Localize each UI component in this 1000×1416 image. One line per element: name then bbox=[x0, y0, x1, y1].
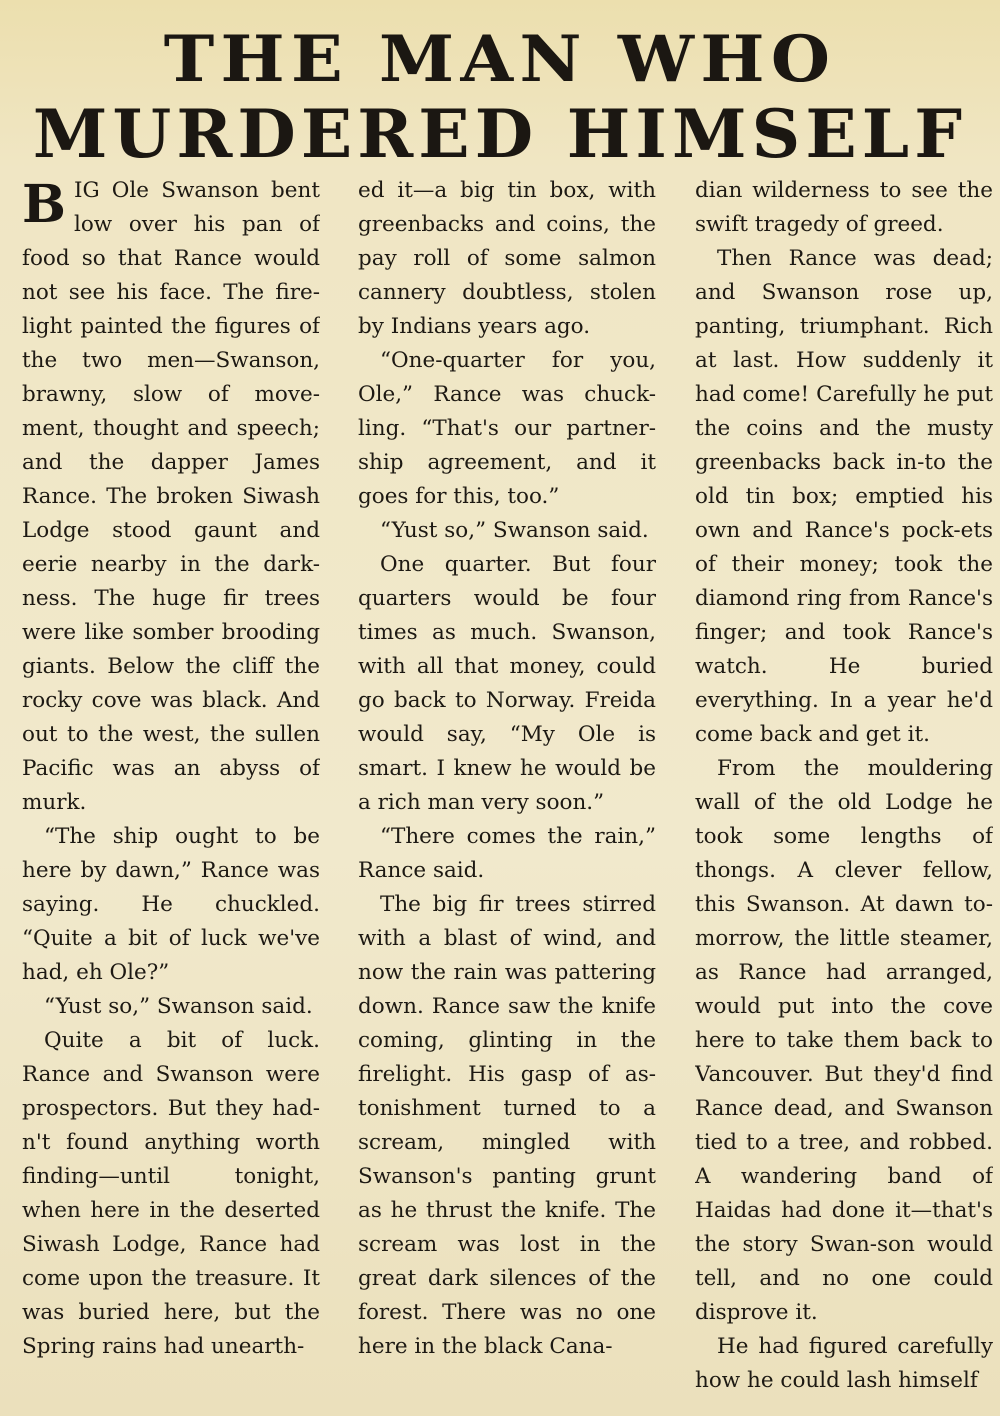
title-line-2: MURDERED HIMSELF bbox=[32, 95, 968, 173]
paragraph: “Yust so,” Swanson said. bbox=[380, 518, 649, 543]
paragraph: “Yust so,” Swanson said. bbox=[44, 994, 313, 1019]
drop-cap: B bbox=[22, 174, 66, 235]
paragraph: dian wilderness to see the swift tragedy of greed. bbox=[695, 178, 993, 237]
paragraph: The big fir trees stirred with a blast of wind, and now the rain was pattering down. Rance saw the knife coming, glinting in the firelight. His gasp of as-tonishment turned to a scream, mingled with Swanson's panting grunt as he thrust the knife. The scream was lost in the great dark silences of the forest. There was no one here in the black Cana- bbox=[358, 892, 656, 1359]
paragraph: “One-quarter for you, Ole,” Rance was chuck-ling. “That's our partner-ship agreement, and it goes for this, too.” bbox=[358, 348, 656, 509]
paragraph: “There comes the rain,” Rance said. bbox=[358, 824, 656, 883]
article-columns bbox=[18, 174, 996, 1406]
title-line-1: THE MAN WHO bbox=[163, 22, 837, 97]
paragraph: “The ship ought to be here by dawn,” Rance was saying. He chuckled. “Quite a bit of luck we've had, eh Ole?” bbox=[22, 824, 320, 985]
paragraph: He had figured carefully how he could lash himself bbox=[695, 1334, 993, 1393]
paragraph: Quite a bit of luck. Rance and Swanson were prospectors. But they had-n't found anything worth finding—until tonight, when here in the deserted Siwash Lodge, Rance had come upon the treasure. It was buried here, but the Spring rains had unearth- bbox=[22, 1028, 320, 1359]
article-title bbox=[0, 22, 1000, 173]
paragraph-text: Ole Swanson bent low over his pan of food so that Rance would not see his face. The fire-light painted the figures of the two men—Swanson, brawny, slow of move-ment, thought and speech; and the dapper James Rance. The broken Siwash Lodge stood gaunt and eerie nearby in the dark-ness. The huge fir trees were like somber brooding giants. Below the cliff the rocky cove was black. And out to the west, the sullen Pacific was an abyss of murk. bbox=[22, 178, 320, 815]
column-3 bbox=[695, 174, 993, 1406]
paragraph: From the mouldering wall of the old Lodge he took some lengths of thongs. A clever fellow, this Swanson. At dawn to-morrow, the little steamer, as Rance had arranged, would put into the cove here to take them back to Vancouver. But they'd find Rance dead, and Swanson tied to a tree, and robbed. A wandering band of Haidas had done it—that's the story Swan-son would tell, and no one could disprove it. bbox=[695, 756, 993, 1325]
paragraph: Then Rance was dead; and Swanson rose up, panting, triumphant. Rich at last. How suddenly it had come! Carefully he put the coins and the musty greenbacks back in-to the old tin box; emptied his own and Rance's pock-ets of their money; took the diamond ring from Rance's finger; and took Rance's watch. He buried everything. In a year he'd come back and get it. bbox=[695, 246, 993, 747]
paragraph bbox=[22, 174, 320, 820]
paragraph: One quarter. But four quarters would be four times as much. Swanson, with all that money, could go back to Norway. Freida would say, “My Ole is smart. I knew he would be a rich man very soon.” bbox=[358, 552, 656, 815]
column-1 bbox=[22, 174, 320, 1406]
column-2 bbox=[358, 174, 656, 1406]
opening-word: IG bbox=[73, 178, 100, 203]
paragraph: ed it—a big tin box, with greenbacks and coins, the pay roll of some salmon cannery doubtless, stolen by Indians years ago. bbox=[358, 178, 656, 339]
